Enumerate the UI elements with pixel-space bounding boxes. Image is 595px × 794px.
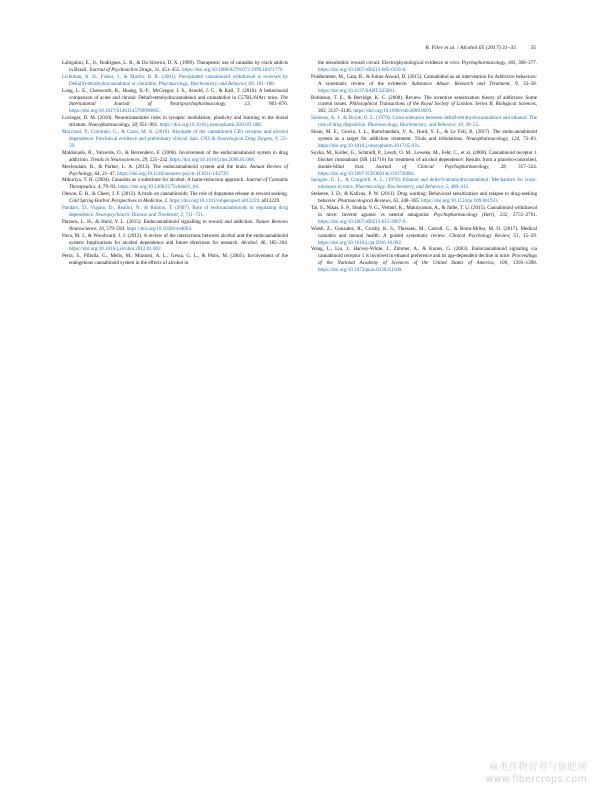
ref-volume-pages: , 451–455. bbox=[159, 66, 182, 73]
reference-entry bbox=[311, 115, 537, 129]
references-left-column bbox=[62, 60, 288, 267]
ref-text: Soyka, M., Koller, G., Schmidt, P., Lesch, O. M., Leweke, M., Fehr, C., et al. (2008). Cannabinoid receptor 1 blocker rimonabant (SR 141716) for treatment of alcohol dependence: Results from a placebo-controlled, double-blind trial. bbox=[311, 149, 537, 170]
ref-journal: Clinical Psychology Review, 51 bbox=[448, 232, 519, 239]
reference-entry bbox=[62, 177, 288, 191]
ref-journal: Journal of Clinical Psychopharmacology, 28 bbox=[375, 163, 506, 170]
ref-journal: Cold Spring Harbor Perspectives in Medicine, 2 bbox=[69, 198, 167, 205]
ref-tail: . a012229. bbox=[259, 198, 281, 205]
reference-entry bbox=[62, 150, 288, 164]
reference-entry bbox=[311, 150, 537, 178]
reference-entry bbox=[62, 60, 288, 74]
ref-volume-pages: , 21–47. bbox=[99, 170, 118, 177]
ref-journal: Neuropharmacology, 124 bbox=[466, 135, 520, 142]
ref-text: Long, L. E., Chesworth, R., Huang, X.-F., McGregor, I. S., Arnold, J. C., & Karl, T. (2010). A behavioural comparison of acute and chronic Delta9-tetrahydrocannabinol and cannabidiol in C57BL/6JArc mice. bbox=[62, 87, 288, 101]
doi-link[interactable]: https://doi.org/10.1016/j.alcohol.2012.01.002. bbox=[69, 246, 162, 253]
references-right-column bbox=[311, 60, 537, 274]
reference-entry bbox=[62, 253, 288, 267]
ref-text: Sloan, M. E., Gowin, J. L., Ramchandani, V. A., Hurd, Y. L., & Le Foll, B. (2017). The endocannabinoid system as a target for addiction treatment: Trials and tribulations. bbox=[311, 129, 537, 142]
ref-text: Tai, S., Nikas, S. P., Shukla, V. G., Vemuri, K., Makriyannis, A., & Järbe, T. U. (2015). Cannabinoid withdrawal in mice: Inverse agonist vs neutral antagonist. bbox=[311, 205, 537, 218]
doi-link[interactable]: https://doi.org/10.1098/rstb.2008.0093. bbox=[353, 108, 433, 115]
reference-entry bbox=[62, 191, 288, 205]
ref-volume-pages: , 861–876. bbox=[249, 101, 288, 108]
doi-link[interactable]: https://doi.org/10.1016/j.tins.2006.01.008. bbox=[169, 156, 256, 163]
doi-link[interactable]: https://doi.org/10.1080/02791072.1999.10471776. bbox=[182, 66, 284, 73]
ref-text: Robinson, T. E., & Berridge, K. C. (2008). Review. The incentive sensitization theory of addiction: Some current issues. bbox=[311, 94, 537, 108]
reference-entry bbox=[62, 233, 288, 254]
ref-volume-pages: , 579–594. bbox=[103, 225, 127, 232]
reference-entry bbox=[311, 60, 537, 74]
doi-link[interactable]: https://doi.org/10.1124/pr.109.001933. bbox=[421, 198, 499, 205]
ref-volume-pages: , 225–232. bbox=[147, 156, 170, 163]
running-header bbox=[62, 45, 536, 55]
ref-text: Lovinger, D. M. (2010). Neurotransmitter roles in synaptic modulation, plasticity and learning in the dorsal striatum. bbox=[62, 115, 288, 129]
ref-journal: Pharmacology, Biochemistry, and Behavior, 10 bbox=[367, 122, 463, 129]
doi-link[interactable]: https://doi.org/10.1146/annurev-psych-113011-143739. bbox=[117, 170, 229, 177]
ref-journal: Pharmacological Reviews, 63 bbox=[337, 198, 399, 205]
ref-volume-pages: . bbox=[166, 198, 170, 205]
ref-volume-pages: , 3137–3146. bbox=[325, 108, 354, 115]
ref-text: Labigalini, E., Jr., Rodrigues, L. R., & Da Silveira, D. X. (1999). Therapeutic use of cannabis by crack addicts in Brazil. bbox=[62, 60, 288, 73]
ref-volume-pages: , 951–961. bbox=[136, 122, 160, 129]
ref-journal: Annual Review of Psychology, 64 bbox=[69, 163, 288, 177]
ref-journal: CNS & Neurological Drug Targets, 9 bbox=[200, 135, 278, 142]
doi-link[interactable]: https://doi.org/10.1073/pnas.0336351100. bbox=[318, 267, 403, 274]
ref-volume-pages: , 49–55. bbox=[462, 122, 480, 129]
ref-journal: Neuropharmacology, 58 bbox=[88, 122, 137, 129]
reference-entry bbox=[62, 129, 288, 150]
ref-volume-pages: , 185–204. bbox=[265, 239, 288, 246]
doi-link[interactable]: https://doi.org/10.1016/j.neuropharm.2017.05.031. bbox=[318, 142, 421, 149]
ref-text: Walsh, Z., Gonzalez, R., Crosby, K. S., Thiessen, M., Carroll, C., & Bonn-Miller, M. O. (2017). Medical cannabis and mental health: A guided systematic review. bbox=[311, 225, 537, 239]
doi-link[interactable]: https://doi.org/10.1101/cshperspect.a012229 bbox=[169, 198, 260, 205]
watermark-site-name: 麻类作物营养与施肥网 bbox=[488, 762, 587, 773]
ref-volume-pages: , 55–59. bbox=[69, 135, 288, 149]
reference-entry bbox=[311, 191, 537, 205]
reference-entry bbox=[311, 226, 537, 247]
reference-entry bbox=[311, 129, 537, 150]
ref-journal: Pharmacology, Biochemistry, and Behavior, 69 bbox=[158, 80, 254, 87]
ref-journal: The International Journal of Neuropsychopharmacology, 13 bbox=[69, 94, 288, 108]
reference-entry bbox=[62, 74, 288, 88]
ref-volume-pages: , 15–29. bbox=[518, 232, 537, 239]
doi-link[interactable]: https://doi.org/10.1300/J175v04n01_04. bbox=[118, 184, 200, 191]
ref-volume-pages: , 368–377. bbox=[515, 60, 537, 66]
doi-link[interactable]: https://doi.org/10.1016/j.neuropharm.2010.01.008. bbox=[159, 122, 263, 129]
reference-entry bbox=[62, 115, 288, 129]
ref-text: Mechoulam, R., & Parker, L. A. (2013). The endocannabinoid system and the brain. bbox=[62, 163, 250, 170]
reference-entry bbox=[311, 246, 537, 274]
reference-entry bbox=[62, 164, 288, 178]
ref-text: Siemens, A. J., & Doyle, O. L. (1979). Cross-tolerance between delta9-tetrahydrocannabinol and ethanol: The role of drug disposition. bbox=[311, 115, 537, 129]
site-watermark bbox=[486, 762, 587, 786]
ref-journal: Psychopharmacology, 183 bbox=[461, 60, 516, 66]
ref-journal: Journal of Psychoactive Drugs, 31 bbox=[89, 66, 160, 73]
ref-journal: Psychopharmacology (Berl), 232 bbox=[433, 211, 508, 218]
ref-text: Sprague, G. L., & Craigmill, A. L. (1976). Ethanol and delta-9-tetrahydrocannabinol: Mechanism for cross-tolerance in mice. bbox=[311, 177, 537, 191]
ref-journal: Philosophical Transactions of the Royal Society of London. Series B, Biological Sciences, 363 bbox=[318, 101, 537, 115]
ref-text: Wang, L., Liu, J., Harvey-White, J., Zimmer, A., & Kunos, G. (2003). Endocannabinoid signaling via cannabinoid receptor 1 is involved in ethanol preference and its age-dependent decline in mice. bbox=[311, 246, 537, 260]
ref-text: Pava, M. J., & Woodward, J. J. (2012). A review of the interactions between alcohol and the endocannabinoid system: Implications for alcohol dependence and future directions for research. bbox=[62, 232, 288, 246]
doi-link[interactable]: https://doi.org/10.1017/S1461145709990605. bbox=[69, 108, 161, 115]
ref-text: Lichtman, A. H., Fisher, J., & Martin, B. R. (2001). Precipitated cannabinoid withdrawal is reversed by Delta(9)-tetrahydrocannabinol or clonidine. bbox=[62, 73, 288, 87]
ref-text: Oleson, E. B., & Cheer, J. F. (2012). A brain on cannabinoids: The role of dopamine release in reward seeking. bbox=[62, 191, 288, 198]
ref-text: Maccioni, P., Colombo, G., & Carai, M. A. (2010). Blockade of the cannabinoid CB1 receptor and alcohol dependence: Preclinical evidence and preliminary clinical data. bbox=[62, 129, 288, 142]
ref-journal: Pharmacology, Biochemistry, and Behavior, 5 bbox=[355, 184, 448, 191]
ref-text: the mesolimbic reward circuit: Electrophysiological evidence in vivo. bbox=[318, 60, 462, 66]
ref-journal: Nature Reviews Neuroscience, 16 bbox=[69, 218, 288, 232]
ref-volume-pages: , 33–38. bbox=[517, 80, 537, 87]
ref-volume-pages: , 409–415. bbox=[447, 184, 470, 191]
doi-link[interactable]: https://doi.org/10.1097/JCP.0b013e318172b8bc. bbox=[318, 170, 416, 177]
reference-entry bbox=[62, 219, 288, 233]
ref-text: Mikuriya, T. H. (2004). Cannabis as a substitute for alcohol: A harm-reduction approach. bbox=[62, 177, 246, 184]
ref-volume-pages: , 181–188. bbox=[253, 80, 276, 87]
ref-journal: Proceedings of the National Academy of Sciences of the United States of America, 100 bbox=[318, 253, 537, 267]
ref-journal: Trends in Neurosciences, 29 bbox=[90, 156, 148, 163]
reference-entry bbox=[311, 205, 537, 226]
doi-link[interactable]: https://doi.org/10.1016/j.cpr.2016.10.002. bbox=[318, 239, 403, 246]
ref-volume-pages: , 1393–1398. bbox=[507, 260, 537, 267]
reference-entry bbox=[311, 95, 537, 116]
ref-text: Perra, S., Pillolla, G., Melis, M., Muntoni, A. L., Gessa, G. L., & Pistis, M. (2005). Involvement of the endogenous cannabinoid system in the effects of alcohol in bbox=[62, 253, 288, 267]
ref-volume-pages: , 711–721. bbox=[182, 211, 205, 218]
ref-text: Maldonado, R., Valverde, O., & Berrendero, F. (2006). Involvement of the endocannabinoid system in drug addiction. bbox=[62, 149, 288, 163]
reference-entry bbox=[311, 74, 537, 95]
reference-entry bbox=[311, 177, 537, 191]
ref-text: Pandaro, D., Vigano, D., Realini, N., & Rubino, T. (2007). Role of endocannabinoids in regulating drug dependence. bbox=[62, 205, 288, 218]
ref-volume-pages: , 2751–2761. bbox=[507, 211, 538, 218]
reference-entry bbox=[62, 205, 288, 219]
doi-link[interactable]: https://doi.org/10.1007/s00213-005-0195-0. bbox=[318, 66, 407, 73]
ref-journal: Alcohol, 46 bbox=[241, 239, 266, 246]
ref-volume-pages: , 317–324. bbox=[505, 163, 537, 170]
watermark-url: www.fibercrops.com bbox=[485, 774, 587, 785]
reference-entry bbox=[62, 88, 288, 116]
journal-citation: R. Filev et al. / Alcohol 65 (2017) 31–35 bbox=[425, 45, 516, 51]
page-number: 35 bbox=[530, 45, 536, 51]
ref-text: Parsons, L. H., & Hurd, Y. L. (2015). Endocannabinoid signalling in reward and addiction. bbox=[62, 218, 256, 225]
ref-journal: Journal of Cannabis Therapeutics, 4 bbox=[69, 177, 288, 191]
ref-text: Steketee, J. D., & Kalivas, P. W. (2011). Drug wanting: Behavioral sensitization and relapse to drug-seeking behavior. bbox=[311, 191, 537, 205]
ref-volume-pages: , 73–83. bbox=[519, 135, 537, 142]
doi-link[interactable]: https://doi.org/10.1007/s00213-015-3907-0. bbox=[318, 218, 407, 225]
ref-volume-pages: , 348–365. bbox=[398, 198, 422, 205]
doi-link[interactable]: https://doi.org/10.4137/SART.S25081. bbox=[318, 87, 396, 94]
ref-journal: Neuropsychiatric Disease and Treatment, 3 bbox=[95, 211, 183, 218]
ref-text: Prudhomme, M., Cata, R., & Jutras-Aswad, D. (2015). Cannabidiol as an intervention for Addictive behaviors: A systematic review of the evidence. bbox=[311, 73, 537, 87]
doi-link[interactable]: https://doi.org/10.1038/nrn4004. bbox=[126, 225, 193, 232]
ref-journal: Substance Abuse: Research and Treatment, 9 bbox=[411, 80, 518, 87]
ref-volume-pages: , 79–93. bbox=[100, 184, 119, 191]
